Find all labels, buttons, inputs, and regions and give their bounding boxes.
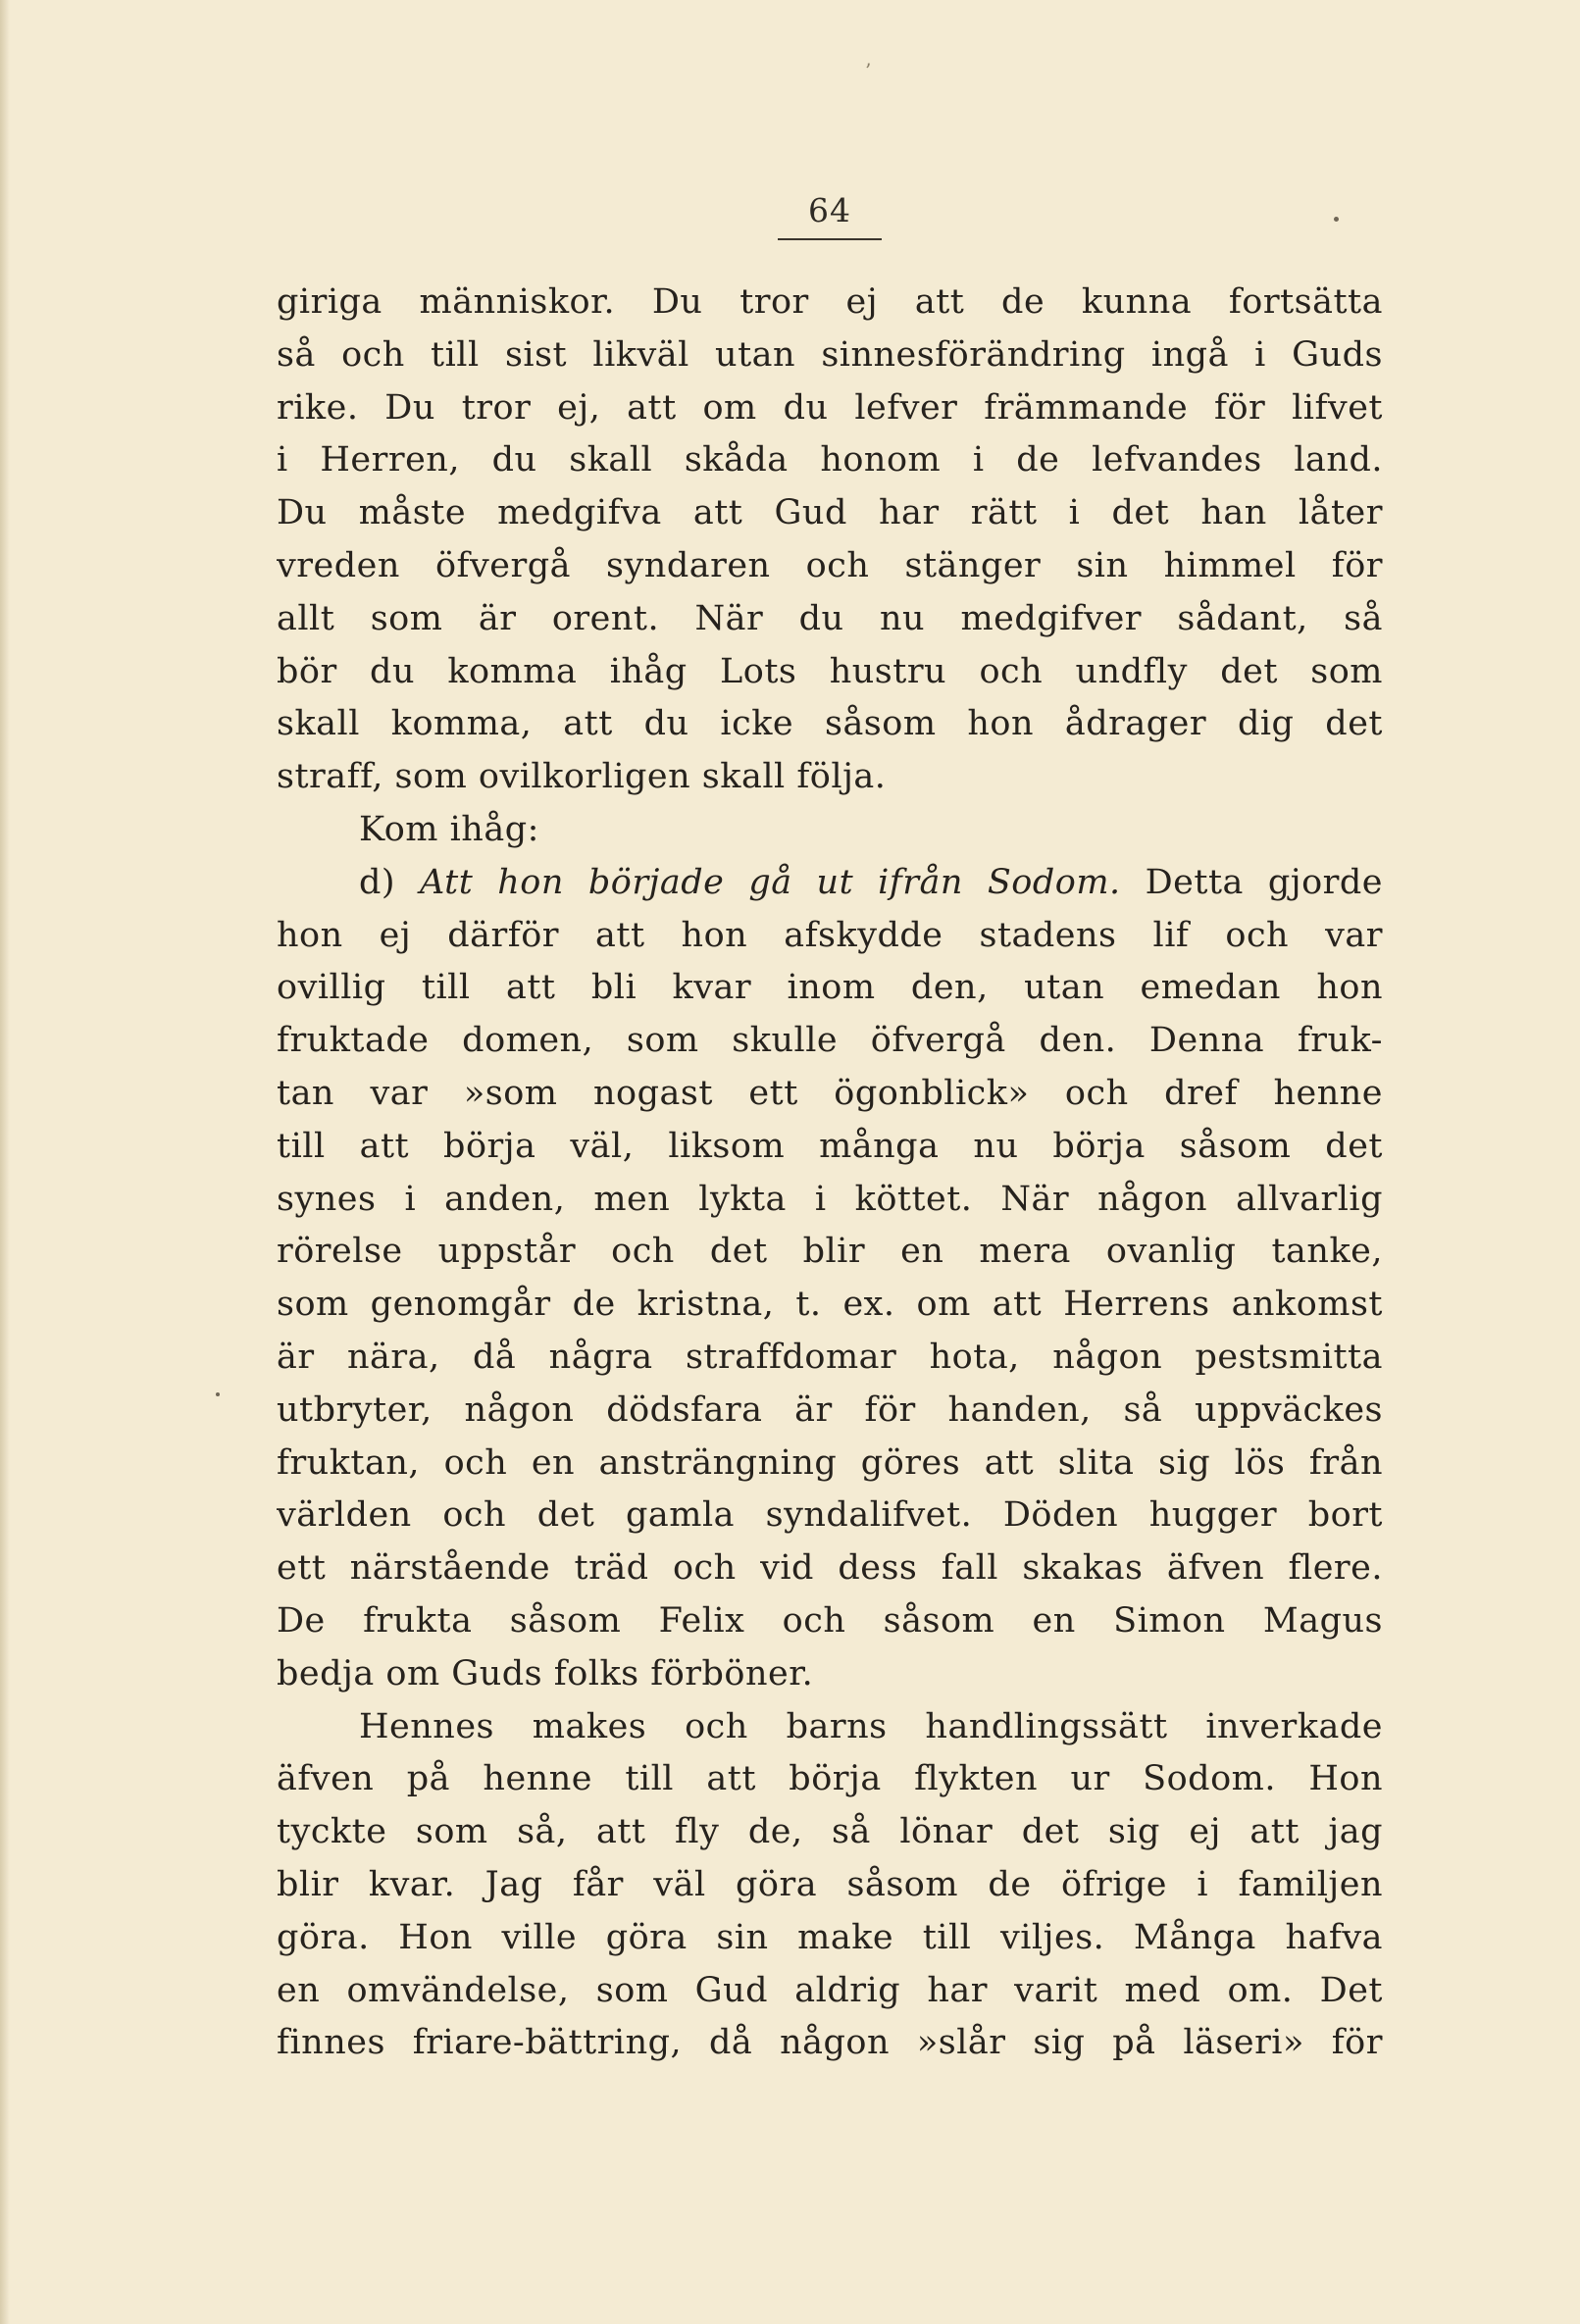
text-line: blir kvar. Jag får väl göra såsom de öfrige i familjen [277,1864,1383,1904]
text-line: rike. Du tror ej, att om du lefver främmande för lifvet [277,387,1383,428]
text-line: som genomgår de kristna, t. ex. om att Herrens ankomst [277,1285,1383,1325]
text-line: giriga människor. Du tror ej att de kunna fortsätta [277,282,1383,322]
text-line: fruktan, och en ansträngning göres att slita sig lös från [277,1442,1383,1483]
text-line: göra. Hon ville göra sin make till viljes. Många hafva [277,1917,1383,1957]
text-line: tyckte som så, att fly de, så lönar det sig ej att jag [277,1812,1383,1852]
list-marker: d) [359,862,421,902]
text-line: De frukta såsom Felix och såsom en Simon Magus [277,1600,1383,1641]
text-line: bör du komma ihåg Lots hustru och undfly det som [277,651,1383,691]
page-number: 64 [808,191,851,229]
text-line: Hennes makes och barns handlingssätt inverkade [359,1706,1383,1746]
body-text [277,277,1383,2070]
stray-mark: ’ [865,59,872,82]
speck-mark [1334,217,1339,222]
speck-mark [216,1392,220,1396]
text-line: straff, som ovilkorligen skall följa. [277,757,887,797]
text-line: finnes friare-bättring, då någon »slår sig på läseri» för [277,2023,1383,2063]
text-line: tan var »som nogast ett ögonblick» och dref henne [277,1073,1383,1113]
text-line: hon ej därför att hon afskydde stadens lif och var [277,915,1383,955]
text-line: i Herren, du skall skåda honom i de lefvandes land. [277,440,1383,480]
text-line: äfven på henne till att börja flykten ur Sodom. Hon [277,1759,1383,1799]
text-line: Kom ihåg: [359,809,539,849]
text-line: en omvändelse, som Gud aldrig har varit med om. Det [277,1970,1383,2010]
italic-phrase: Att hon började gå ut ifrån Sodom. [420,862,1121,902]
text-line: synes i anden, men lykta i köttet. När någon allvarlig [277,1179,1383,1219]
text-line: ovillig till att bli kvar inom den, utan emedan hon [277,968,1383,1008]
page-number-rule [778,238,882,240]
text-line: är nära, då några straffdomar hota, någon pestsmitta [277,1337,1383,1377]
text-line: ett närstående träd och vid dess fall skakas äfven flere. [277,1548,1383,1589]
text-line: skall komma, att du icke såsom hon ådrager dig det [277,704,1383,744]
text-line: så och till sist likväl utan sinnesförändring ingå i Guds [277,334,1383,375]
text-line: bedja om Guds folks förböner. [277,1653,814,1693]
text-line: Du måste medgifva att Gud har rätt i det han låter [277,493,1383,533]
text-line: fruktade domen, som skulle öfvergå den. Denna fruk- [277,1021,1383,1061]
text-line: vreden öfvergå syndaren och stänger sin himmel för [277,545,1383,585]
text-line: allt som är orent. När du nu medgifver sådant, så [277,598,1383,638]
text-line: världen och det gamla syndalifvet. Döden hugger bort [277,1495,1383,1536]
text-line-italic-heading [277,857,1383,910]
text-line: rörelse uppstår och det blir en mera ovanlig tanke, [277,1232,1383,1272]
text-line: utbryter, någon dödsfara är för handen, så uppväckes [277,1389,1383,1430]
line-continuation: Detta gjorde [1120,862,1383,902]
text-line: till att börja väl, liksom många nu börja såsom det [277,1126,1383,1166]
page-edge-shadow [0,0,10,2324]
